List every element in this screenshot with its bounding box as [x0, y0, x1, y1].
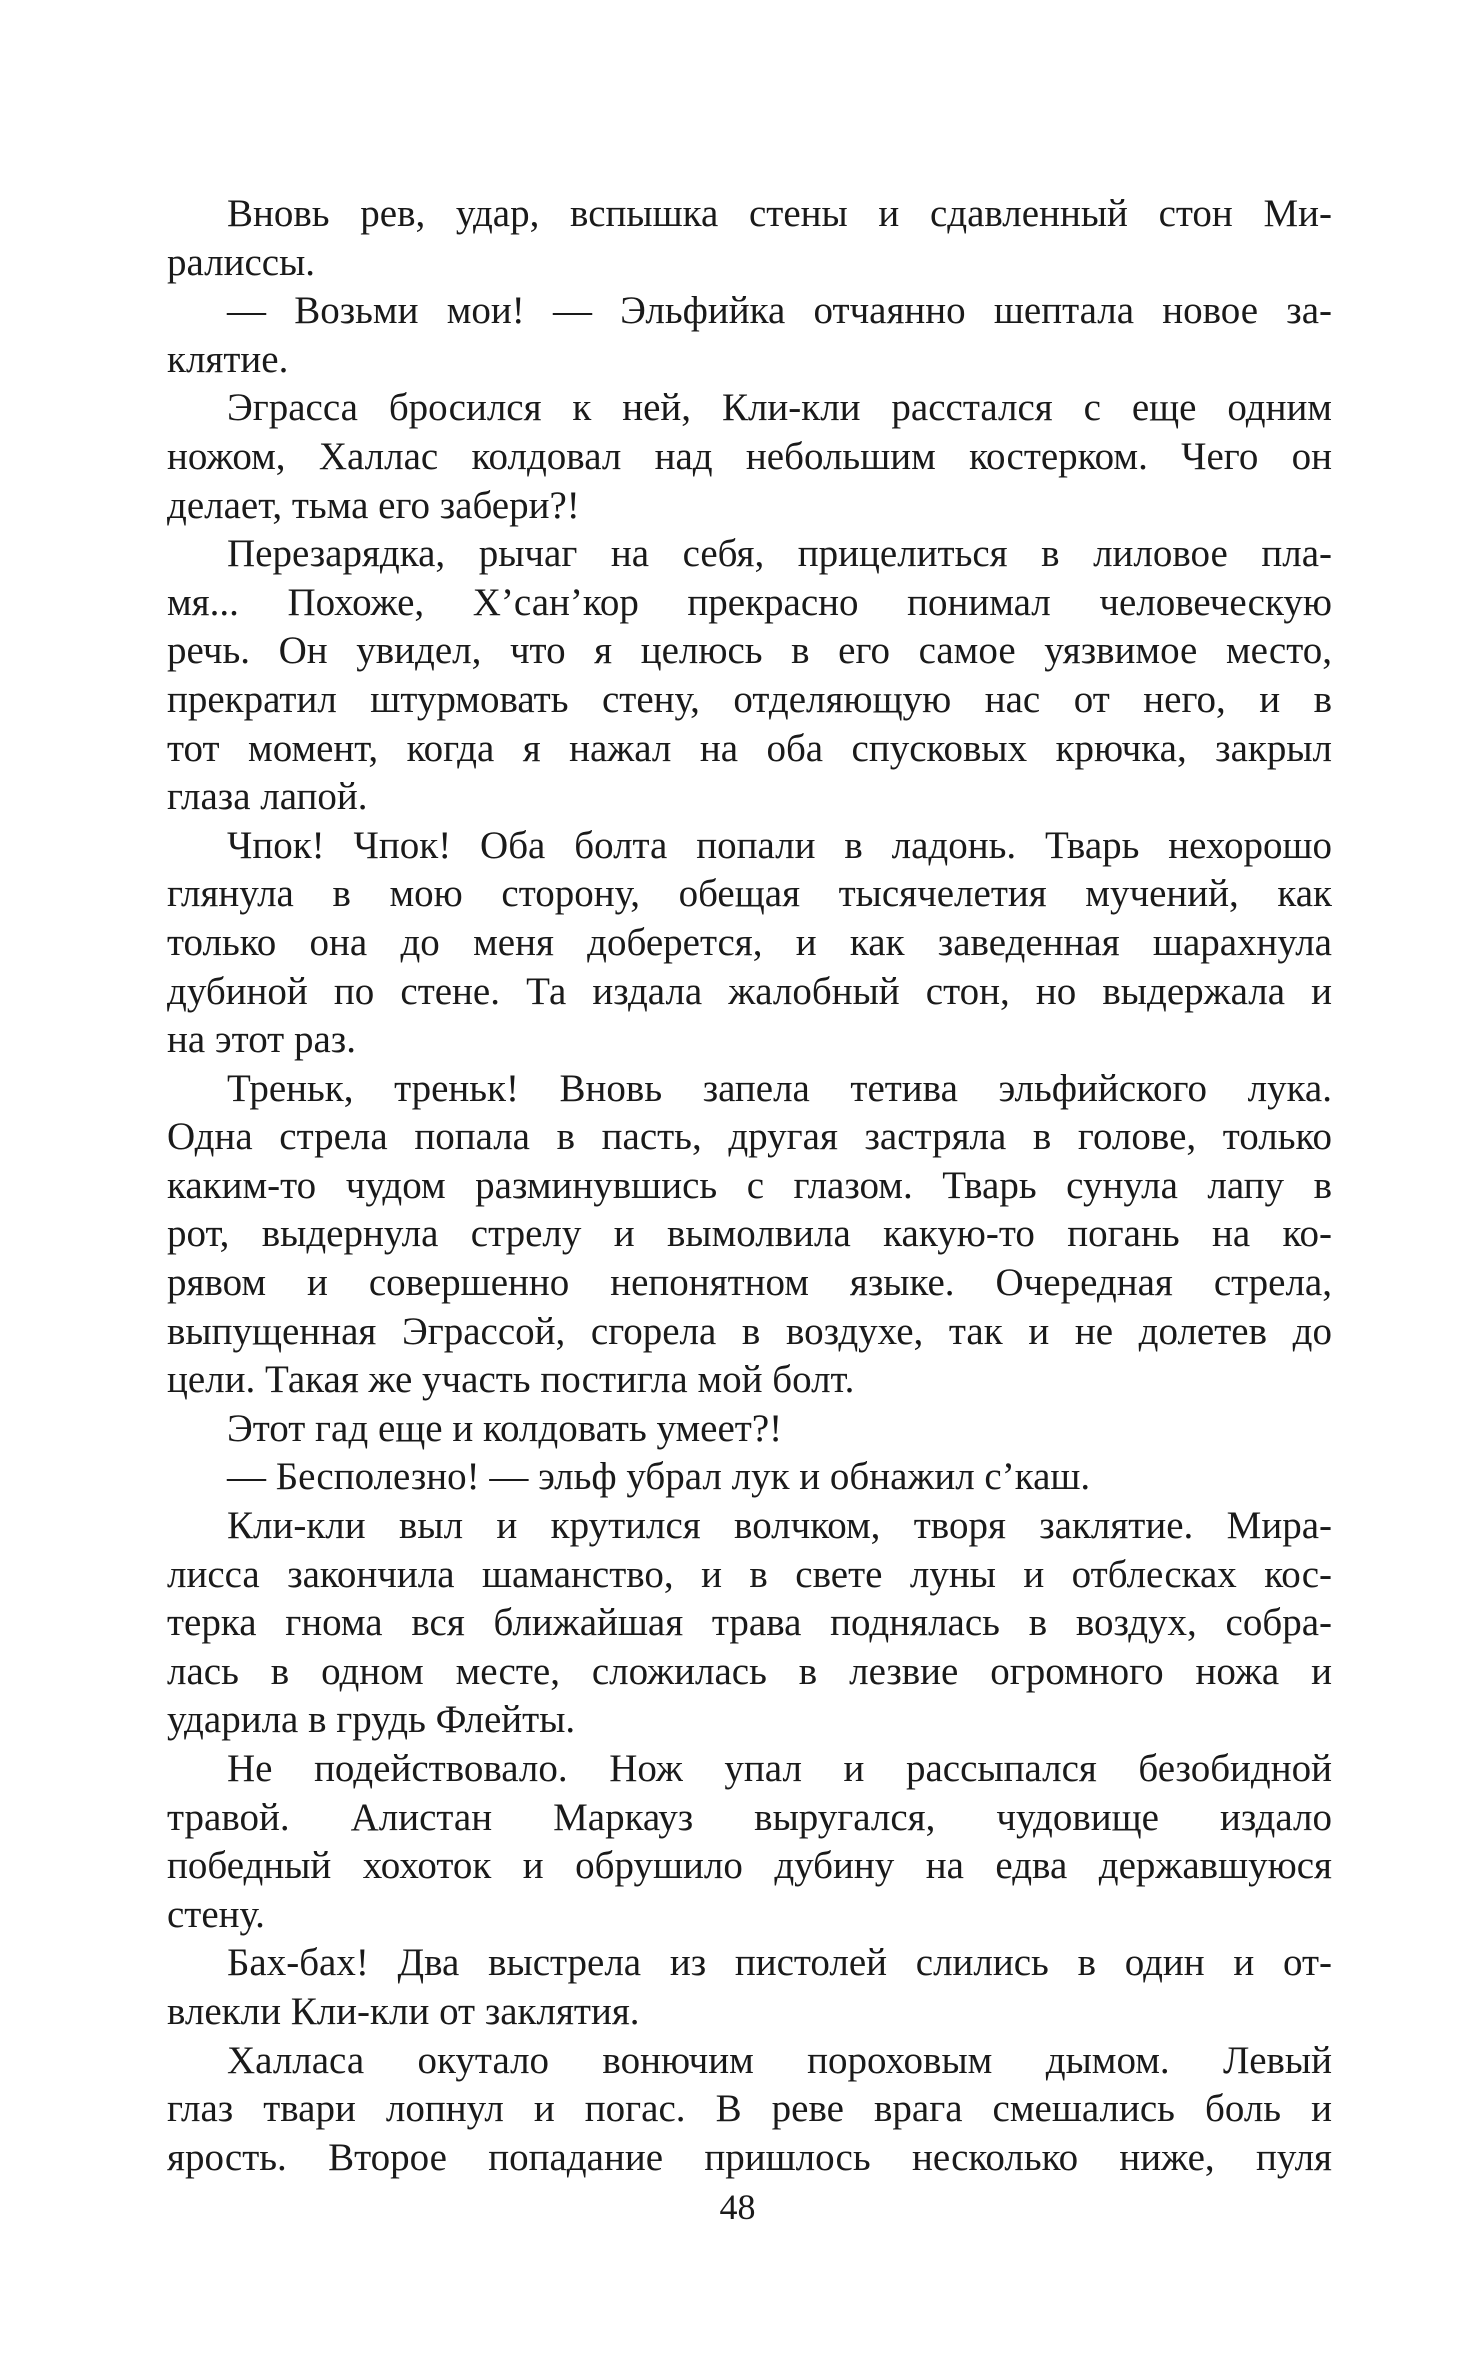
text-line: Этот гад еще и колдовать умеет?! [227, 1406, 783, 1450]
page-text [167, 190, 1332, 2182]
text-line: травой. Алистан Маркауз выругался, чудовище издало [167, 1795, 1332, 1839]
text-line: — Возьми мои! — Эльфийка отчаянно шептала новое за- [227, 289, 1332, 333]
page-number: 48 [719, 2187, 756, 2227]
text-line: Не подействовало. Нож упал и рассыпался безобидной [227, 1747, 1332, 1790]
text-line: победный хохоток и обрушило дубину на едва державшуюся [167, 1844, 1332, 1888]
text-line: ралиссы. [167, 240, 316, 284]
text-line: — Бесполезно! — эльф убрал лук и обнажил с’каш. [227, 1455, 1091, 1499]
text-line: Вновь рев, удар, вспышка стены и сдавленный стон Ми- [227, 192, 1332, 235]
text-line: выпущенная Эграссой, сгорела в воздухе, так и не долетев до [167, 1309, 1332, 1353]
text-line: рявом и совершенно непонятном языке. Очередная стрела, [167, 1261, 1332, 1305]
text-line: на этот раз. [167, 1018, 356, 1062]
text-line: дубиной по стене. Та издала жалобный стон, но выдержала и [167, 969, 1332, 1013]
text-line: речь. Он увидел, что я целюсь в его самое уязвимое место, [167, 629, 1332, 673]
text-line: глаза лапой. [167, 775, 368, 819]
text-line: лисса закончила шаманство, и в свете луны и отблесках кос- [167, 1552, 1332, 1596]
text-line: лась в одном месте, сложилась в лезвие огромного ножа и [167, 1649, 1332, 1693]
text-line: Кли-кли выл и крутился волчком, творя заклятие. Мира- [227, 1504, 1332, 1548]
text-line: клятие. [167, 337, 289, 381]
text-line: Чпок! Чпок! Оба болта попали в ладонь. Тварь нехорошо [227, 823, 1332, 867]
text-line: ярость. Второе попадание пришлось несколько ниже, пуля [167, 2135, 1332, 2179]
text-line: Халласа окутало вонючим пороховым дымом. Левый [227, 2038, 1332, 2082]
text-line: Одна стрела попала в пасть, другая застряла в голове, только [167, 1115, 1332, 1159]
text-line: прекратил штурмовать стену, отделяющую нас от него, и в [167, 677, 1332, 721]
text-line: Бах-бах! Два выстрела из пистолей слились в один и от- [227, 1941, 1332, 1985]
text-line: Треньк, треньк! Вновь запела тетива эльфийского лука. [227, 1066, 1332, 1110]
text-line: цели. Такая же участь постигла мой болт. [167, 1358, 855, 1402]
text-line: делает, тьма его забери?! [167, 483, 580, 527]
text-line: каким-то чудом разминувшись с глазом. Тварь сунула лапу в [167, 1163, 1332, 1207]
text-line: глянула в мою сторону, обещая тысячелетия мучений, как [167, 872, 1332, 916]
text-line: мя... Похоже, Х’сан’кор прекрасно понимал человеческую [167, 580, 1332, 624]
text-line: только она до меня доберется, и как заведенная шарахнула [167, 920, 1332, 964]
text-line: ножом, Халлас колдовал над небольшим костерком. Чего он [167, 434, 1332, 478]
text-line: ударила в грудь Флейты. [167, 1698, 576, 1742]
text-line: стену. [167, 1892, 265, 1936]
text-line: глаз твари лопнул и погас. В реве врага смешались боль и [167, 2087, 1332, 2131]
text-line: тот момент, когда я нажал на оба спусковых крючка, закрыл [167, 726, 1332, 770]
text-line: Перезарядка, рычаг на себя, прицелиться в лиловое пла- [227, 532, 1332, 576]
text-line: влекли Кли-кли от заклятия. [167, 1989, 640, 2033]
text-line: терка гнома вся ближайшая трава поднялась в воздух, собра- [167, 1601, 1332, 1645]
text-line: Эграсса бросился к ней, Кли-кли расстался с еще одним [227, 386, 1332, 430]
text-line: рот, выдернула стрелу и вымолвила какую-то погань на ко- [167, 1212, 1332, 1256]
